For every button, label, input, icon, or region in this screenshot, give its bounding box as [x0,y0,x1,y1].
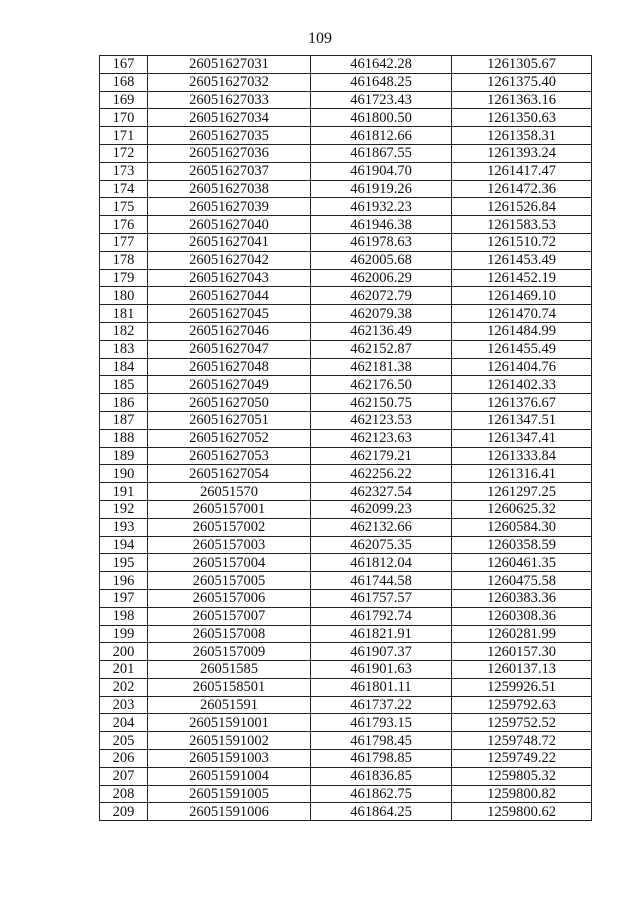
point-id-cell: 26051627054 [148,465,311,483]
x-coordinate-cell: 462123.53 [311,411,452,429]
table-row [100,91,592,109]
table-row [100,589,592,607]
y-coordinate-cell: 1261404.76 [452,358,592,376]
point-id-cell: 26051627033 [148,91,311,109]
x-coordinate-cell: 461919.26 [311,180,452,198]
y-coordinate-cell: 1261484.99 [452,322,592,340]
x-coordinate-cell: 462179.21 [311,447,452,465]
point-id-cell: 26051627040 [148,216,311,234]
y-coordinate-cell: 1261316.41 [452,465,592,483]
x-coordinate-cell: 461801.11 [311,678,452,696]
table-row [100,750,592,768]
row-index-cell: 169 [100,91,148,109]
point-id-cell: 2605157009 [148,643,311,661]
point-id-cell: 26051627038 [148,180,311,198]
point-id-cell: 26051591005 [148,785,311,803]
x-coordinate-cell: 461867.55 [311,144,452,162]
row-index-cell: 205 [100,732,148,750]
table-row [100,500,592,518]
point-id-cell: 26051627035 [148,127,311,145]
point-id-cell: 26051627045 [148,305,311,323]
y-coordinate-cell: 1259926.51 [452,678,592,696]
y-coordinate-cell: 1259752.52 [452,714,592,732]
row-index-cell: 179 [100,269,148,287]
row-index-cell: 209 [100,803,148,821]
x-coordinate-cell: 462181.38 [311,358,452,376]
row-index-cell: 204 [100,714,148,732]
point-id-cell: 26051627047 [148,340,311,358]
row-index-cell: 192 [100,500,148,518]
row-index-cell: 186 [100,394,148,412]
row-index-cell: 183 [100,340,148,358]
table-row [100,322,592,340]
x-coordinate-cell: 462176.50 [311,376,452,394]
point-id-cell: 26051627037 [148,162,311,180]
page-number: 109 [308,30,332,47]
point-id-cell: 26051627053 [148,447,311,465]
row-index-cell: 203 [100,696,148,714]
row-index-cell: 189 [100,447,148,465]
x-coordinate-cell: 462152.87 [311,340,452,358]
y-coordinate-cell: 1261363.16 [452,91,592,109]
y-coordinate-cell: 1259749.22 [452,750,592,768]
table-row [100,732,592,750]
x-coordinate-cell: 462099.23 [311,500,452,518]
table-row [100,803,592,821]
point-id-cell: 26051627048 [148,358,311,376]
row-index-cell: 173 [100,162,148,180]
row-index-cell: 200 [100,643,148,661]
coordinates-table [99,55,592,821]
table-row [100,216,592,234]
point-id-cell: 26051627051 [148,411,311,429]
y-coordinate-cell: 1260281.99 [452,625,592,643]
table-row [100,554,592,572]
point-id-cell: 26051627049 [148,376,311,394]
y-coordinate-cell: 1259748.72 [452,732,592,750]
y-coordinate-cell: 1261375.40 [452,73,592,91]
y-coordinate-cell: 1261347.41 [452,429,592,447]
point-id-cell: 26051627050 [148,394,311,412]
table-row [100,73,592,91]
point-id-cell: 26051591004 [148,767,311,785]
point-id-cell: 26051627032 [148,73,311,91]
point-id-cell: 26051585 [148,661,311,679]
row-index-cell: 178 [100,251,148,269]
x-coordinate-cell: 462256.22 [311,465,452,483]
table-row [100,678,592,696]
row-index-cell: 167 [100,56,148,74]
x-coordinate-cell: 461862.75 [311,785,452,803]
y-coordinate-cell: 1261526.84 [452,198,592,216]
point-id-cell: 2605157005 [148,572,311,590]
table-row [100,625,592,643]
point-id-cell: 2605157007 [148,607,311,625]
point-id-cell: 26051627052 [148,429,311,447]
x-coordinate-cell: 461836.85 [311,767,452,785]
table-row [100,411,592,429]
point-id-cell: 26051570 [148,483,311,501]
table-row [100,483,592,501]
row-index-cell: 188 [100,429,148,447]
table-row [100,661,592,679]
y-coordinate-cell: 1259800.82 [452,785,592,803]
table-row [100,536,592,554]
x-coordinate-cell: 461904.70 [311,162,452,180]
y-coordinate-cell: 1261417.47 [452,162,592,180]
row-index-cell: 177 [100,233,148,251]
y-coordinate-cell: 1260137.13 [452,661,592,679]
row-index-cell: 171 [100,127,148,145]
table-row [100,269,592,287]
y-coordinate-cell: 1260625.32 [452,500,592,518]
table-row [100,144,592,162]
point-id-cell: 26051591 [148,696,311,714]
x-coordinate-cell: 462132.66 [311,518,452,536]
y-coordinate-cell: 1261350.63 [452,109,592,127]
x-coordinate-cell: 461723.43 [311,91,452,109]
y-coordinate-cell: 1261583.53 [452,216,592,234]
table-row [100,198,592,216]
y-coordinate-cell: 1260157.30 [452,643,592,661]
y-coordinate-cell: 1261305.67 [452,56,592,74]
table-row [100,358,592,376]
y-coordinate-cell: 1261358.31 [452,127,592,145]
x-coordinate-cell: 461648.25 [311,73,452,91]
table-row [100,465,592,483]
point-id-cell: 26051591006 [148,803,311,821]
point-id-cell: 2605157004 [148,554,311,572]
table-row [100,127,592,145]
x-coordinate-cell: 462005.68 [311,251,452,269]
point-id-cell: 26051627046 [148,322,311,340]
row-index-cell: 201 [100,661,148,679]
y-coordinate-cell: 1261333.84 [452,447,592,465]
y-coordinate-cell: 1261452.19 [452,269,592,287]
x-coordinate-cell: 461793.15 [311,714,452,732]
row-index-cell: 206 [100,750,148,768]
row-index-cell: 187 [100,411,148,429]
point-id-cell: 26051627034 [148,109,311,127]
row-index-cell: 202 [100,678,148,696]
x-coordinate-cell: 462075.35 [311,536,452,554]
point-id-cell: 26051627043 [148,269,311,287]
row-index-cell: 193 [100,518,148,536]
row-index-cell: 176 [100,216,148,234]
x-coordinate-cell: 461901.63 [311,661,452,679]
y-coordinate-cell: 1260461.35 [452,554,592,572]
x-coordinate-cell: 461642.28 [311,56,452,74]
y-coordinate-cell: 1261376.67 [452,394,592,412]
x-coordinate-cell: 462327.54 [311,483,452,501]
x-coordinate-cell: 461812.04 [311,554,452,572]
table-row [100,429,592,447]
x-coordinate-cell: 461812.66 [311,127,452,145]
y-coordinate-cell: 1260475.58 [452,572,592,590]
point-id-cell: 26051591002 [148,732,311,750]
x-coordinate-cell: 461800.50 [311,109,452,127]
table-row [100,607,592,625]
y-coordinate-cell: 1261347.51 [452,411,592,429]
x-coordinate-cell: 461864.25 [311,803,452,821]
point-id-cell: 26051627031 [148,56,311,74]
point-id-cell: 2605158501 [148,678,311,696]
row-index-cell: 185 [100,376,148,394]
table-row [100,233,592,251]
x-coordinate-cell: 462123.63 [311,429,452,447]
y-coordinate-cell: 1259800.62 [452,803,592,821]
table-body [100,56,592,821]
y-coordinate-cell: 1261470.74 [452,305,592,323]
row-index-cell: 168 [100,73,148,91]
y-coordinate-cell: 1261393.24 [452,144,592,162]
x-coordinate-cell: 461757.57 [311,589,452,607]
y-coordinate-cell: 1259805.32 [452,767,592,785]
row-index-cell: 196 [100,572,148,590]
y-coordinate-cell: 1260308.36 [452,607,592,625]
x-coordinate-cell: 462136.49 [311,322,452,340]
point-id-cell: 2605157003 [148,536,311,554]
table-row [100,785,592,803]
row-index-cell: 195 [100,554,148,572]
point-id-cell: 26051627041 [148,233,311,251]
x-coordinate-cell: 462150.75 [311,394,452,412]
x-coordinate-cell: 461737.22 [311,696,452,714]
table-row [100,340,592,358]
table-row [100,305,592,323]
x-coordinate-cell: 461946.38 [311,216,452,234]
point-id-cell: 26051627044 [148,287,311,305]
y-coordinate-cell: 1260358.59 [452,536,592,554]
row-index-cell: 170 [100,109,148,127]
point-id-cell: 2605157001 [148,500,311,518]
row-index-cell: 199 [100,625,148,643]
row-index-cell: 181 [100,305,148,323]
table-row [100,572,592,590]
x-coordinate-cell: 461798.45 [311,732,452,750]
x-coordinate-cell: 461744.58 [311,572,452,590]
table-row [100,394,592,412]
point-id-cell: 26051591003 [148,750,311,768]
x-coordinate-cell: 461798.85 [311,750,452,768]
point-id-cell: 2605157008 [148,625,311,643]
x-coordinate-cell: 461932.23 [311,198,452,216]
point-id-cell: 26051627039 [148,198,311,216]
row-index-cell: 191 [100,483,148,501]
x-coordinate-cell: 461792.74 [311,607,452,625]
point-id-cell: 2605157002 [148,518,311,536]
y-coordinate-cell: 1261472.36 [452,180,592,198]
y-coordinate-cell: 1261455.49 [452,340,592,358]
row-index-cell: 197 [100,589,148,607]
y-coordinate-cell: 1261469.10 [452,287,592,305]
y-coordinate-cell: 1261402.33 [452,376,592,394]
y-coordinate-cell: 1260383.36 [452,589,592,607]
y-coordinate-cell: 1261297.25 [452,483,592,501]
row-index-cell: 184 [100,358,148,376]
table-row [100,376,592,394]
row-index-cell: 190 [100,465,148,483]
x-coordinate-cell: 461821.91 [311,625,452,643]
y-coordinate-cell: 1261453.49 [452,251,592,269]
table-row [100,180,592,198]
table-row [100,643,592,661]
table-row [100,767,592,785]
row-index-cell: 180 [100,287,148,305]
row-index-cell: 172 [100,144,148,162]
point-id-cell: 2605157006 [148,589,311,607]
table-row [100,251,592,269]
table-row [100,447,592,465]
table-row [100,518,592,536]
row-index-cell: 174 [100,180,148,198]
table-row [100,56,592,74]
x-coordinate-cell: 462079.38 [311,305,452,323]
x-coordinate-cell: 461907.37 [311,643,452,661]
row-index-cell: 208 [100,785,148,803]
x-coordinate-cell: 462072.79 [311,287,452,305]
row-index-cell: 182 [100,322,148,340]
y-coordinate-cell: 1260584.30 [452,518,592,536]
y-coordinate-cell: 1259792.63 [452,696,592,714]
row-index-cell: 198 [100,607,148,625]
table-row [100,287,592,305]
point-id-cell: 26051627036 [148,144,311,162]
table-row [100,109,592,127]
y-coordinate-cell: 1261510.72 [452,233,592,251]
point-id-cell: 26051591001 [148,714,311,732]
table-row [100,162,592,180]
row-index-cell: 194 [100,536,148,554]
row-index-cell: 175 [100,198,148,216]
row-index-cell: 207 [100,767,148,785]
point-id-cell: 26051627042 [148,251,311,269]
table-row [100,696,592,714]
x-coordinate-cell: 461978.63 [311,233,452,251]
table-row [100,714,592,732]
x-coordinate-cell: 462006.29 [311,269,452,287]
